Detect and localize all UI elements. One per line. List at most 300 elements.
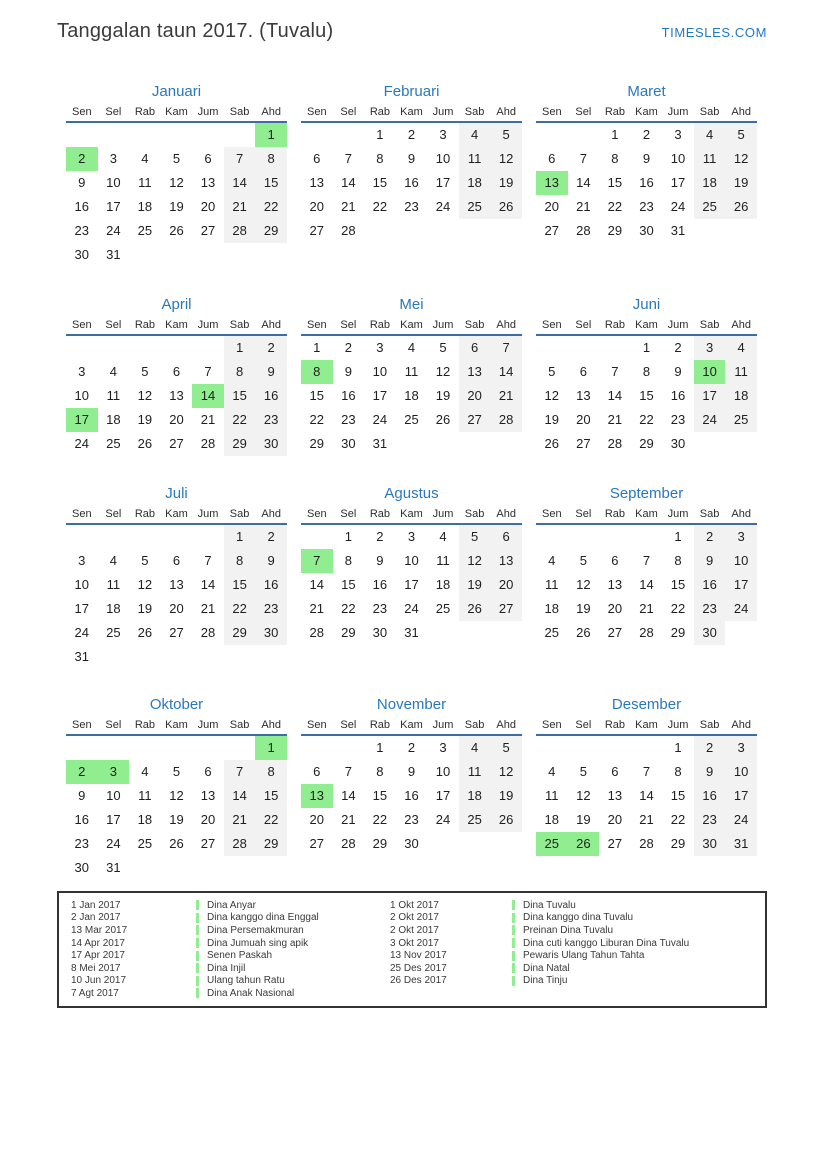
day-cell: 20	[576, 412, 591, 427]
legend-date: 13 Nov 2017	[390, 950, 447, 962]
day-cell: 25	[435, 601, 451, 616]
day-cell: 12	[137, 577, 153, 592]
day-cell: 24	[435, 199, 451, 214]
empty-cell	[536, 123, 568, 147]
calendar-grid	[66, 82, 757, 880]
day-cell: 7	[344, 764, 352, 779]
day-cell: 18	[725, 384, 757, 408]
day-cell: 8	[376, 151, 384, 166]
day-cell: 15	[255, 171, 287, 195]
empty-cell	[161, 736, 193, 760]
day-cell: 13	[459, 360, 491, 384]
day-cell: 21	[341, 812, 356, 827]
day-cell: 18	[106, 412, 121, 427]
day-cell: 7	[204, 553, 212, 568]
day-cell: 27	[309, 836, 325, 851]
weekday-header: Kam	[631, 717, 663, 736]
day-cell: 26	[490, 195, 522, 219]
empty-cell	[224, 123, 256, 147]
day-cell: 14	[200, 577, 216, 592]
day-cell: 17	[66, 408, 98, 432]
brand-link[interactable]: TIMESLES.COM	[661, 25, 767, 40]
day-cell: 9	[694, 549, 726, 573]
day-cell: 26	[459, 597, 491, 621]
day-cell: 24	[725, 597, 757, 621]
day-cell: 23	[255, 597, 287, 621]
empty-cell	[427, 621, 459, 645]
legend-marker	[196, 976, 199, 986]
month-maret	[536, 82, 757, 295]
day-cell: 8	[642, 364, 651, 379]
page-title: Tanggalan taun 2017. (Tuvalu)	[57, 20, 334, 42]
day-cell: 19	[169, 199, 184, 214]
day-cell: 3	[725, 736, 757, 760]
weekday-header: Sen	[66, 717, 98, 736]
empty-cell	[66, 525, 98, 549]
day-cell: 1	[376, 127, 384, 142]
day-cell: 1	[674, 740, 682, 755]
day-cell: 12	[576, 788, 591, 803]
day-cell: 4	[141, 764, 149, 779]
empty-cell	[631, 525, 663, 549]
month-desember	[536, 695, 757, 880]
empty-cell	[599, 736, 631, 760]
day-cell: 14	[224, 784, 256, 808]
day-cell: 27	[169, 625, 184, 640]
day-cell: 22	[224, 597, 256, 621]
day-cell: 16	[670, 388, 686, 403]
day-cell: 14	[490, 360, 522, 384]
empty-cell	[301, 525, 333, 549]
legend-label: Dina Tinju	[523, 975, 568, 987]
day-cell: 10	[404, 553, 419, 568]
day-cell: 2	[674, 340, 682, 355]
day-cell: 24	[74, 436, 90, 451]
day-cell: 13	[200, 175, 216, 190]
day-cell: 19	[490, 171, 522, 195]
empty-cell	[568, 736, 600, 760]
day-cell: 28	[200, 625, 216, 640]
legend-column	[390, 899, 765, 1000]
empty-cell	[98, 336, 130, 360]
day-cell: 15	[372, 175, 388, 190]
day-cell: 31	[106, 247, 121, 262]
legend-entry	[71, 937, 390, 950]
day-cell: 25	[459, 195, 491, 219]
day-cell: 2	[407, 740, 416, 755]
empty-cell	[255, 856, 287, 880]
day-cell: 31	[74, 649, 90, 664]
day-cell: 28	[341, 223, 356, 238]
weekday-header: Rab	[129, 104, 161, 123]
empty-cell	[490, 219, 522, 243]
day-cell: 3	[78, 553, 86, 568]
legend-entry	[71, 975, 390, 988]
day-cell: 20	[200, 199, 216, 214]
weekday-header: Rab	[129, 717, 161, 736]
day-cell: 21	[224, 195, 256, 219]
legend-entry	[390, 912, 765, 925]
day-cell: 7	[301, 549, 333, 573]
empty-cell	[599, 525, 631, 549]
day-cell: 14	[341, 788, 356, 803]
day-cell: 6	[579, 364, 587, 379]
weekday-header: Kam	[161, 506, 193, 525]
day-cell: 6	[172, 364, 181, 379]
day-cell: 19	[576, 601, 591, 616]
day-cell: 2	[694, 525, 726, 549]
month-table	[66, 506, 287, 669]
weekday-header: Sel	[568, 317, 600, 336]
legend-label: Senen Paskah	[207, 950, 273, 962]
day-cell: 14	[607, 388, 623, 403]
empty-cell	[129, 336, 161, 360]
empty-cell	[568, 525, 600, 549]
day-cell: 28	[490, 408, 522, 432]
month-table	[301, 317, 522, 456]
day-cell: 30	[74, 247, 90, 262]
day-cell: 29	[255, 219, 287, 243]
month-table	[66, 717, 287, 880]
legend-label: Ulang tahun Ratu	[207, 975, 285, 987]
empty-cell	[333, 736, 365, 760]
day-cell: 29	[372, 836, 388, 851]
day-cell: 21	[607, 412, 623, 427]
legend-label: Dina cuti kanggo Liburan Dina Tuvalu	[523, 937, 690, 949]
day-cell: 20	[309, 199, 325, 214]
legend-marker	[512, 976, 515, 986]
weekday-header: Sen	[301, 717, 333, 736]
day-cell: 28	[639, 625, 654, 640]
day-cell: 21	[639, 812, 654, 827]
day-cell: 17	[404, 577, 419, 592]
day-cell: 12	[490, 147, 522, 171]
legend-date: 2 Okt 2017	[390, 924, 439, 936]
weekday-header: Ahd	[255, 506, 287, 525]
weekday-header: Kam	[161, 717, 193, 736]
legend-entry	[71, 912, 390, 925]
weekday-header: Sel	[98, 317, 130, 336]
weekday-header: Sen	[536, 717, 568, 736]
day-cell: 2	[642, 127, 651, 142]
day-cell: 13	[576, 388, 591, 403]
day-cell: 5	[548, 364, 556, 379]
day-cell: 30	[341, 436, 356, 451]
empty-cell	[98, 525, 130, 549]
day-cell: 8	[376, 764, 384, 779]
empty-cell	[98, 645, 130, 669]
day-cell: 11	[694, 147, 726, 171]
weekday-header: Rab	[364, 506, 396, 525]
empty-cell	[725, 432, 757, 456]
day-cell: 23	[694, 808, 726, 832]
day-cell: 21	[490, 384, 522, 408]
day-cell: 5	[141, 553, 149, 568]
day-cell: 7	[642, 553, 651, 568]
legend-date: 3 Okt 2017	[390, 937, 439, 949]
day-cell: 22	[372, 812, 388, 827]
month-table	[301, 717, 522, 856]
weekday-header: Sen	[66, 317, 98, 336]
empty-cell	[192, 243, 224, 267]
day-cell: 26	[169, 223, 184, 238]
day-cell: 21	[576, 199, 591, 214]
legend-label: Dina Tuvalu	[523, 899, 576, 911]
legend-marker	[196, 900, 199, 910]
weekday-header: Sen	[301, 317, 333, 336]
day-cell: 9	[407, 151, 416, 166]
weekday-header: Rab	[364, 717, 396, 736]
day-cell: 24	[106, 223, 121, 238]
legend-marker	[512, 900, 515, 910]
day-cell: 6	[204, 764, 212, 779]
day-cell: 13	[536, 171, 568, 195]
day-cell: 12	[169, 175, 184, 190]
day-cell: 18	[404, 388, 419, 403]
day-cell: 12	[169, 788, 184, 803]
day-cell: 4	[459, 123, 491, 147]
weekday-header: Sen	[66, 104, 98, 123]
weekday-header: Rab	[599, 317, 631, 336]
day-cell: 7	[490, 336, 522, 360]
day-cell: 14	[309, 577, 325, 592]
day-cell: 11	[459, 147, 491, 171]
day-cell: 3	[439, 127, 447, 142]
day-cell: 5	[725, 123, 757, 147]
empty-cell	[161, 243, 193, 267]
day-cell: 6	[611, 764, 619, 779]
day-cell: 8	[674, 764, 682, 779]
day-cell: 14	[341, 175, 356, 190]
weekday-header: Sab	[694, 104, 726, 123]
day-cell: 20	[200, 812, 216, 827]
day-cell: 13	[607, 788, 623, 803]
month-juni	[536, 295, 757, 484]
day-cell: 7	[204, 364, 212, 379]
empty-cell	[694, 219, 726, 243]
day-cell: 25	[694, 195, 726, 219]
weekday-header: Sab	[224, 717, 256, 736]
weekday-header: Sab	[224, 317, 256, 336]
day-cell: 1	[642, 340, 651, 355]
day-cell: 11	[138, 175, 152, 190]
month-februari	[301, 82, 522, 295]
legend-date: 25 Des 2017	[390, 962, 447, 974]
day-cell: 30	[255, 432, 287, 456]
empty-cell	[66, 736, 98, 760]
weekday-header: Sen	[66, 506, 98, 525]
day-cell: 15	[224, 573, 256, 597]
day-cell: 15	[255, 784, 287, 808]
day-cell: 10	[74, 388, 90, 403]
weekday-header: Kam	[161, 317, 193, 336]
month-title: April	[161, 296, 192, 313]
month-table	[536, 104, 757, 243]
day-cell: 17	[725, 573, 757, 597]
day-cell: 12	[459, 549, 491, 573]
day-cell: 30	[639, 223, 654, 238]
day-cell: 16	[404, 175, 419, 190]
empty-cell	[459, 432, 491, 456]
holidays-legend	[57, 891, 767, 1008]
day-cell: 12	[137, 388, 153, 403]
weekday-header: Ahd	[490, 717, 522, 736]
day-cell: 1	[224, 525, 256, 549]
day-cell: 25	[544, 625, 560, 640]
month-title: Mei	[399, 296, 424, 313]
day-cell: 27	[607, 836, 623, 851]
month-title: Februari	[383, 83, 440, 100]
day-cell: 4	[439, 529, 447, 544]
day-cell: 17	[435, 788, 451, 803]
weekday-header: Ahd	[725, 317, 757, 336]
empty-cell	[192, 123, 224, 147]
weekday-header: Sen	[536, 506, 568, 525]
day-cell: 23	[404, 199, 419, 214]
weekday-header: Ahd	[255, 717, 287, 736]
day-cell: 15	[607, 175, 623, 190]
day-cell: 9	[78, 788, 86, 803]
weekday-header: Sen	[536, 104, 568, 123]
month-title: Januari	[151, 83, 202, 100]
day-cell: 30	[372, 625, 388, 640]
day-cell: 8	[255, 760, 287, 784]
day-cell: 14	[576, 175, 591, 190]
legend-label: Preinan Dina Tuvalu	[523, 924, 614, 936]
weekday-header: Rab	[599, 506, 631, 525]
empty-cell	[161, 525, 193, 549]
day-cell: 19	[459, 573, 491, 597]
day-cell: 8	[611, 151, 619, 166]
weekday-header: Kam	[396, 506, 428, 525]
day-cell: 21	[341, 199, 356, 214]
day-cell: 18	[106, 601, 121, 616]
month-januari	[66, 82, 287, 295]
day-cell: 24	[74, 625, 90, 640]
day-cell: 3	[439, 740, 447, 755]
day-cell: 2	[407, 127, 416, 142]
empty-cell	[427, 832, 459, 856]
weekday-header: Rab	[364, 104, 396, 123]
day-cell: 27	[309, 223, 325, 238]
day-cell: 22	[639, 412, 654, 427]
legend-date: 8 Mei 2017	[71, 962, 121, 974]
day-cell: 4	[407, 340, 416, 355]
day-cell: 26	[137, 436, 153, 451]
legend-entry	[71, 962, 390, 975]
empty-cell	[599, 336, 631, 360]
day-cell: 28	[341, 836, 356, 851]
empty-cell	[459, 832, 491, 856]
month-juli	[66, 484, 287, 695]
day-cell: 25	[404, 412, 419, 427]
day-cell: 6	[548, 151, 556, 166]
legend-marker	[512, 938, 515, 948]
month-table	[301, 104, 522, 243]
empty-cell	[364, 219, 396, 243]
weekday-header: Jum	[192, 317, 224, 336]
day-cell: 6	[313, 764, 321, 779]
weekday-header: Sel	[568, 717, 600, 736]
weekday-header: Rab	[599, 104, 631, 123]
legend-label: Dina Natal	[523, 962, 570, 974]
day-cell: 28	[607, 436, 623, 451]
day-cell: 8	[224, 549, 256, 573]
day-cell: 19	[576, 812, 591, 827]
day-cell: 26	[576, 625, 591, 640]
legend-entry	[71, 987, 390, 1000]
empty-cell	[192, 856, 224, 880]
day-cell: 23	[404, 812, 419, 827]
day-cell: 10	[372, 364, 388, 379]
weekday-header: Jum	[662, 506, 694, 525]
day-cell: 26	[544, 436, 560, 451]
day-cell: 24	[435, 812, 451, 827]
legend-date: 2 Jan 2017	[71, 912, 121, 924]
day-cell: 11	[545, 577, 559, 592]
weekday-header: Jum	[427, 317, 459, 336]
day-cell: 18	[544, 601, 560, 616]
legend-label: Dina Anak Nasional	[207, 987, 295, 999]
month-table	[536, 506, 757, 645]
day-cell: 18	[459, 784, 491, 808]
day-cell: 10	[670, 151, 686, 166]
day-cell: 16	[639, 175, 654, 190]
day-cell: 26	[568, 832, 600, 856]
legend-label: Pewaris Ulang Tahun Tahta	[523, 950, 645, 962]
day-cell: 25	[536, 832, 568, 856]
month-table	[66, 317, 287, 456]
day-cell: 29	[309, 436, 325, 451]
day-cell: 10	[694, 360, 726, 384]
month-table	[301, 506, 522, 645]
legend-entry	[71, 949, 390, 962]
day-cell: 8	[301, 360, 333, 384]
day-cell: 3	[78, 364, 86, 379]
day-cell: 19	[435, 388, 451, 403]
day-cell: 24	[372, 412, 388, 427]
day-cell: 17	[725, 784, 757, 808]
day-cell: 23	[74, 836, 90, 851]
day-cell: 22	[670, 812, 686, 827]
empty-cell	[129, 525, 161, 549]
legend-date: 1 Okt 2017	[390, 899, 439, 911]
day-cell: 17	[435, 175, 451, 190]
day-cell: 21	[200, 412, 216, 427]
weekday-header: Kam	[396, 317, 428, 336]
day-cell: 30	[694, 621, 726, 645]
day-cell: 2	[344, 340, 352, 355]
day-cell: 27	[459, 408, 491, 432]
day-cell: 16	[255, 384, 287, 408]
day-cell: 4	[548, 553, 556, 568]
month-title: Juni	[632, 296, 661, 313]
day-cell: 26	[435, 412, 451, 427]
day-cell: 8	[344, 553, 352, 568]
weekday-header: Ahd	[490, 506, 522, 525]
day-cell: 27	[607, 625, 623, 640]
legend-date: 17 Apr 2017	[71, 950, 125, 962]
empty-cell	[129, 856, 161, 880]
day-cell: 28	[309, 625, 325, 640]
day-cell: 18	[137, 812, 153, 827]
day-cell: 24	[106, 836, 121, 851]
weekday-header: Sab	[459, 104, 491, 123]
day-cell: 3	[98, 760, 130, 784]
day-cell: 9	[344, 364, 352, 379]
day-cell: 22	[607, 199, 623, 214]
weekday-header: Jum	[192, 104, 224, 123]
